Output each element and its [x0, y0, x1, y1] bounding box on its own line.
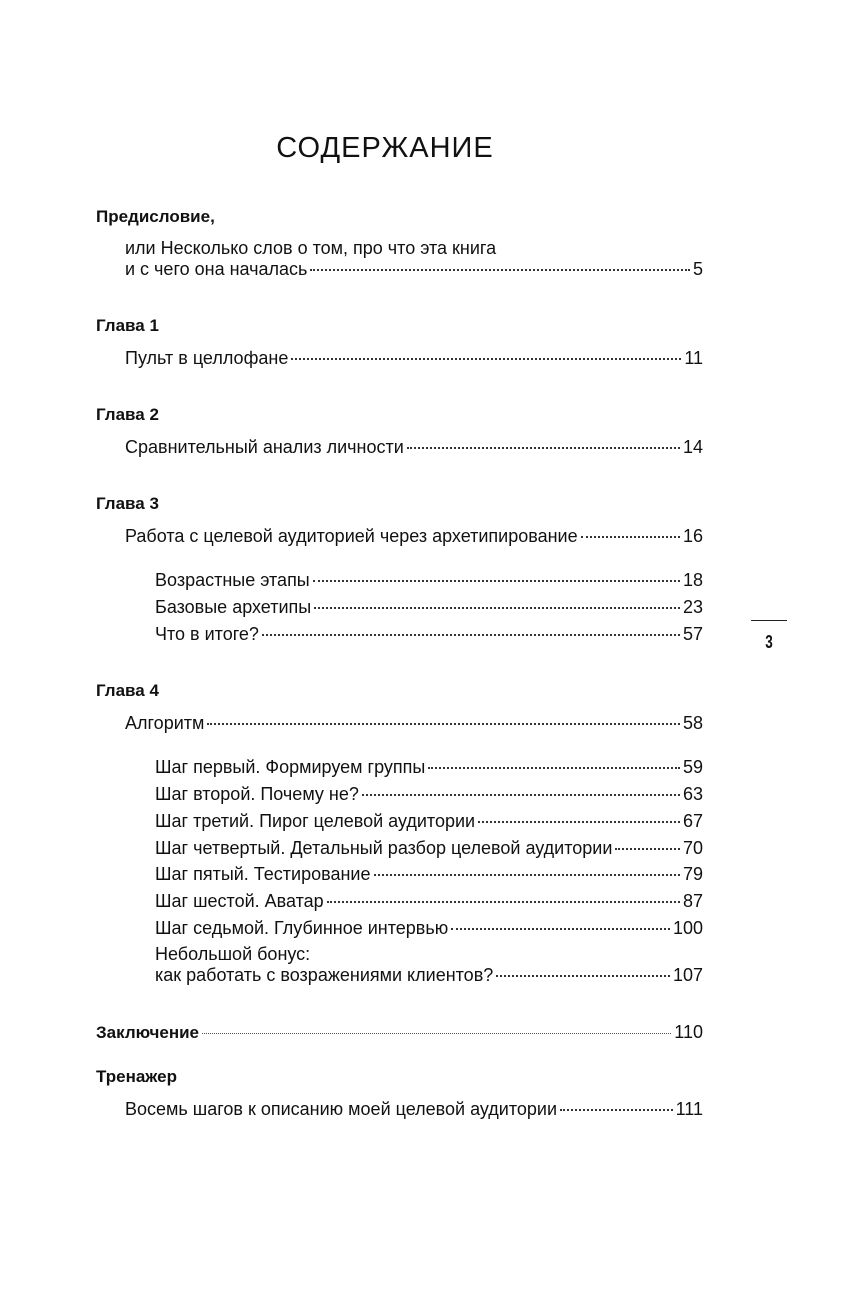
trainer-heading: Тренажер [96, 1067, 177, 1086]
entry-text: Что в итоге? [155, 624, 259, 644]
dot-leader [362, 794, 680, 796]
page-number: 70 [682, 838, 703, 858]
entry-text: как работать с возражениями клиентов? [155, 965, 494, 985]
page-folio-number: 3 [765, 632, 773, 652]
dot-leader [615, 848, 680, 850]
entry-text: Шаг первый. Формируем группы [155, 757, 426, 777]
entry-text: Пульт в целлофане [125, 348, 289, 368]
toc-entry-conclusion[interactable] [96, 1022, 703, 1043]
dot-leader [291, 358, 681, 360]
dot-leader [451, 928, 670, 930]
entry-text: Сравнительный анализ личности [125, 437, 404, 457]
entry-text: Базовые архетипы [155, 597, 312, 617]
dot-leader [327, 901, 680, 903]
entry-text: Шаг второй. Почему не? [155, 784, 359, 804]
dot-leader [478, 821, 680, 823]
entry-text: Заключение [96, 1023, 199, 1042]
toc-subentry[interactable] [155, 624, 703, 645]
dot-leader [262, 634, 680, 636]
toc-entry-ch1[interactable] [125, 348, 703, 369]
page-number: 67 [682, 811, 703, 831]
page-number: 57 [682, 624, 703, 644]
dot-leader [560, 1109, 673, 1111]
dot-leader [496, 975, 670, 977]
page-number: 58 [682, 713, 703, 733]
dot-leader [202, 1033, 671, 1034]
preface-heading: Предисловие, [96, 207, 215, 226]
page-number: 79 [682, 864, 703, 884]
chapter-1-heading: Глава 1 [96, 316, 159, 335]
toc-subentry[interactable] [155, 838, 703, 859]
dot-leader [310, 269, 690, 271]
page-number: 59 [682, 757, 703, 777]
entry-text: Возрастные этапы [155, 570, 310, 590]
chapter-3-heading: Глава 3 [96, 494, 159, 513]
toc-subentry[interactable] [155, 597, 703, 618]
toc-subentry[interactable] [155, 757, 703, 778]
page-number: 107 [672, 965, 703, 985]
entry-text: Шаг четвертый. Детальный разбор целевой аудитории [155, 838, 613, 858]
toc-entry-preface[interactable] [125, 259, 703, 280]
toc-entry-trainer[interactable] [125, 1099, 703, 1120]
preface-subtitle-line1: или Несколько слов о том, про что эта книга [125, 238, 497, 258]
page-number: 16 [682, 526, 703, 546]
entry-text: Шаг пятый. Тестирование [155, 864, 371, 884]
toc-entry-ch3[interactable] [125, 526, 703, 547]
page-number: 110 [674, 1022, 703, 1042]
entry-text: Алгоритм [125, 713, 205, 733]
page-number: 11 [684, 348, 703, 368]
toc-subentry[interactable] [155, 811, 703, 832]
toc-subentry[interactable] [155, 891, 703, 912]
dot-leader [313, 580, 680, 582]
toc-subentry[interactable] [155, 864, 703, 885]
page-title: СОДЕРЖАНИЕ [276, 132, 494, 164]
bonus-title-line1: Небольшой бонус: [155, 944, 311, 964]
page-number: 87 [682, 891, 703, 911]
entry-text: Шаг седьмой. Глубинное интервью [155, 918, 449, 938]
entry-text: Шаг шестой. Аватар [155, 891, 324, 911]
toc-subentry[interactable] [155, 918, 703, 939]
dot-leader [314, 607, 680, 609]
dot-leader [428, 767, 680, 769]
dot-leader [407, 447, 680, 449]
entry-text: Работа с целевой аудиторией через архетипирование [125, 526, 578, 546]
page-number: 18 [682, 570, 703, 590]
folio-rule [751, 620, 787, 621]
toc-entry-ch2[interactable] [125, 437, 703, 458]
toc-subentry[interactable] [155, 570, 703, 591]
dot-leader [374, 874, 680, 876]
dot-leader [207, 723, 680, 725]
entry-text: Восемь шагов к описанию моей целевой аудитории [125, 1099, 558, 1119]
chapter-4-heading: Глава 4 [96, 681, 159, 700]
page-number: 14 [682, 437, 703, 457]
chapter-2-heading: Глава 2 [96, 405, 159, 424]
page-number: 100 [672, 918, 703, 938]
toc-subentry-bonus[interactable] [155, 965, 703, 986]
page-number: 5 [692, 259, 703, 279]
entry-text: и с чего она началась [125, 259, 308, 279]
page-number: 111 [675, 1099, 703, 1119]
entry-text: Шаг третий. Пирог целевой аудитории [155, 811, 476, 831]
toc-entry-ch4[interactable] [125, 713, 703, 734]
toc-subentry[interactable] [155, 784, 703, 805]
dot-leader [581, 536, 680, 538]
page-number: 23 [682, 597, 703, 617]
page-number: 63 [682, 784, 703, 804]
